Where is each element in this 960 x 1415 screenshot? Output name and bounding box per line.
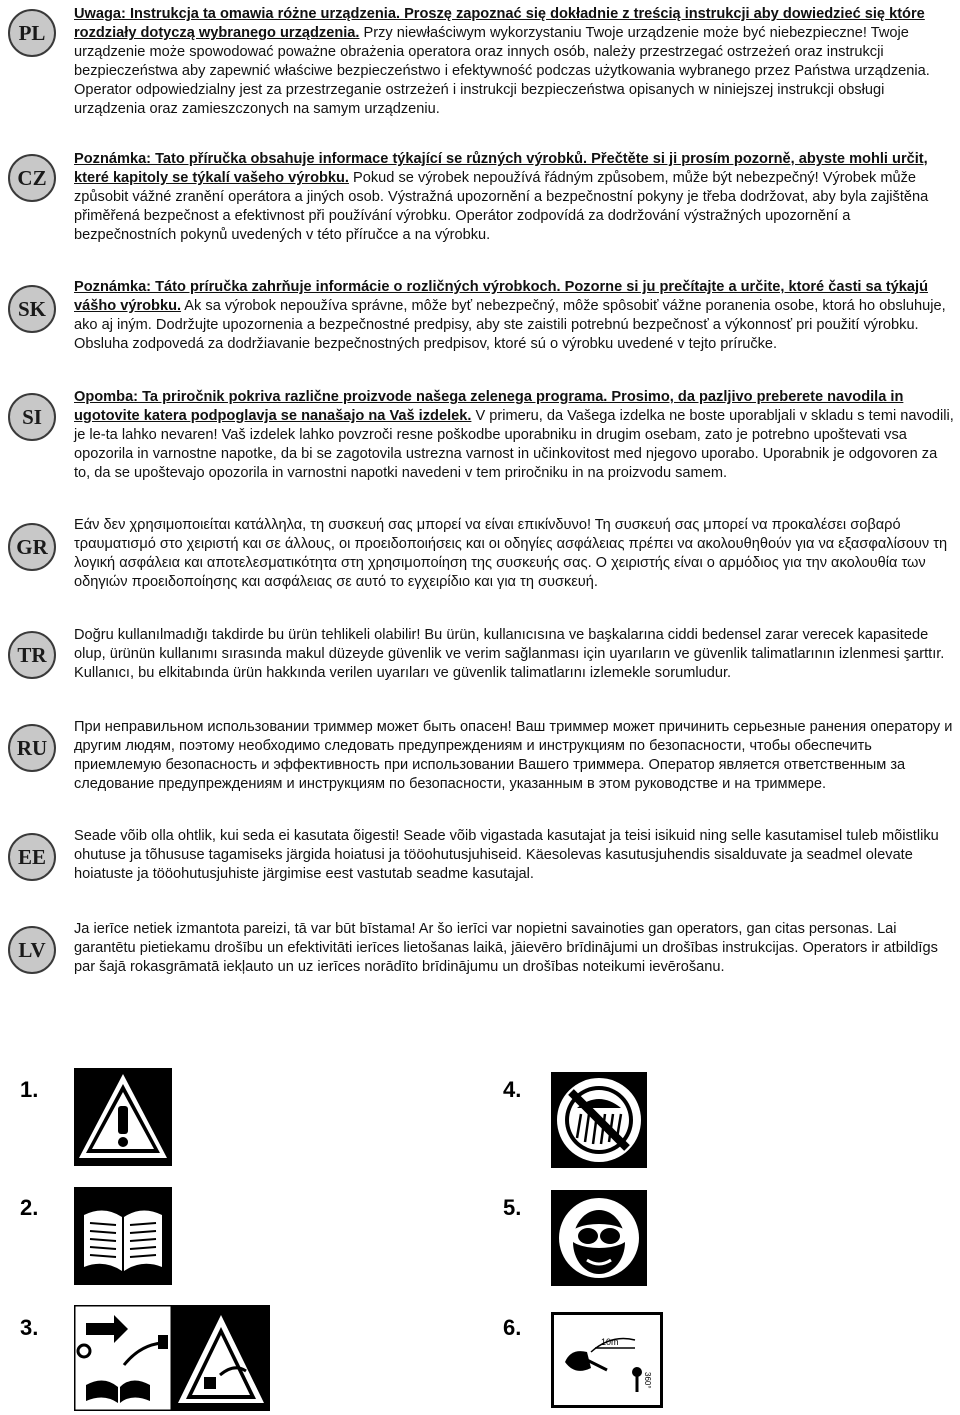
angle-label: 360° — [643, 1372, 652, 1389]
paragraph-lv: Ja ierīce netiek izmantota pareizi, tā var būt bīstama! Ar šo ierīci var nopietni savainoties gan operators, gan citas personas. Lai garantētu pietiekamu drošību un efektivitāti ierīces lietošanas laikā, jāievēro brīdinājumi un drošības instrukcijas. Operators ir atbildīgs par šajā rokasgrāmatā iekļauto un uz ierīces norādīto brīdinājumu un drošības noteikumi ievērošanu. — [74, 921, 938, 975]
language-badge-ee: EE — [8, 833, 56, 881]
disconnect-spark-plug-icon — [74, 1305, 270, 1411]
symbol-number-4: 4. — [503, 1077, 522, 1102]
language-badge-lv: LV — [8, 926, 56, 974]
paragraph-cz-body: Pokud se výrobek nepoužívá řádným způsobem, může být nebezpečný! Výrobek může způsobit vážné zranění operátora a jiných osob. Výstražná upozornění a bezpečnostní pokyny je třeba dodržovat, aby byla zajištěna přiměřená bezpečnost a efektivnost při používání výrobku. Operátor zodpovídá za dodržování výstražných upozornění a bezpečnostních pokynů uvedených v této příručce a na výrobku. — [74, 170, 929, 243]
no-rain-icon — [551, 1072, 647, 1168]
language-badge-gr: GR — [8, 523, 56, 571]
symbol-number-6: 6. — [503, 1315, 522, 1340]
thrown-objects-distance-icon — [551, 1312, 663, 1408]
symbol-number-3: 3. — [20, 1315, 39, 1340]
warning-triangle-icon — [74, 1068, 172, 1166]
language-badge-si: SI — [8, 393, 56, 441]
paragraph-si-body: V primeru, da Vašega izdelka ne boste uporabljali v skladu s temi navodili, je le-ta lahko nevaren! Vaš izdelek lahko povzroči resne poškodbe uporabniku in drugim osebam, zato je potrebno upoštevati vsa opozorila in varnostne napotke, da bi se zagotovila ustrezna varnost in učinkovitost med njegovo uporabo. Uporabnik je odgovoren za to, da se upoštevajo opozorila in varnostni napotki navedeni v tem priročniku in na proizvodu samem. — [74, 408, 954, 481]
paragraph-ru: При неправильном использовании триммер может быть опасен! Ваш триммер может причинить серьезные ранения оператору и другим людям, поэтому необходимо следовать предупреждениям и инструкциям по безопасности, чтобы обеспечить приемлемую безопасность и эффективность при использовании Вашего триммера. Оператор является ответственным за следование предупреждениям и инструкциям по безопасности, указанным в этом руководстве и на триммере. — [74, 719, 953, 792]
paragraph-si — [74, 388, 954, 483]
paragraph-sk-body: Ak sa výrobok nepoužíva správne, môže byť nebezpečný, môže spôsobiť vážne poranenia osobe, ktorá ho obsluhuje, ako aj iným. Dodržujte upozornenia a bezpečnostné predpisy, aby ste zaistili potrebnú bezpečnosť a výkonnosť pri použití výrobku. Obsluha zodpovedá za dodržiavanie bezpečnostných predpisov, ktoré sú o výrobku uvedené v tejto príručke. — [74, 298, 946, 352]
paragraph-cz — [74, 150, 954, 245]
paragraph-cz-heading: Poznámka: Tato příručka obsahuje informace týkající se různých výrobků. Přečtěte si ji prosím pozorně, abyste mohli určit, které kapitoly se týkalí vašeho výrobku. — [74, 151, 928, 186]
symbol-number-1: 1. — [20, 1077, 39, 1102]
paragraph-sk-heading: Poznámka: Táto príručka zahrňuje informácie o rozličných výrobkoch. Pozorne si ju prečítajte a určite, ktoré časti sa týkajú vášho výrobku. — [74, 279, 928, 314]
paragraph-tr: Doğru kullanılmadığı takdirde bu ürün tehlikeli olabilir! Bu ürün, kullanıcısına ve başkalarına ciddi bedensel zarar verecek kapasitede olup, ürünün kullanımı sırasında makul düzeyde güvenlik ve verim sağlanması için uyarıların ve güvenlik talimatlarının izlenmesi şarttır. Kullanıcı, bu elkitabında ürün hakkında verilen uyarıları ve güvenlik talimatlarını izlemekle sorumludur. — [74, 627, 945, 681]
paragraph-ee: Seade võib olla ohtlik, kui seda ei kasutata õigesti! Seade võib vigastada kasutajat ja teisi isikuid ning selle kasutamisel tuleb mõistliku ohutuse ja tõhususe tagamiseks järgida hoiatusi ja tööohutusjuhiseid. Käesolevas kasutusjuhendis sisalduvate ja seadmel olevate hoiatuste ja tööohutusjuhiste järgimise eest vastutab seadme kasutajal. — [74, 828, 939, 882]
paragraph-pl-heading: Uwaga: Instrukcja ta omawia różne urządzenia. Proszę zapoznać się dokładnie z treścią instrukcji aby dowiedzieć się które rozdziały dotyczą wybranego urządzenia. — [74, 6, 925, 41]
symbol-number-2: 2. — [20, 1195, 39, 1220]
language-badge-tr: TR — [8, 631, 56, 679]
paragraph-pl — [74, 5, 954, 119]
paragraph-gr: Εάν δεν χρησιμοποιείται κατάλληλα, τη συσκευή σας μπορεί να είναι επικίνδυνο! Τη συσκευή σας μπορεί να προκαλέσει σοβαρό τραυματισμό στο χειριστή και σε άλλους, οι προειδοποιήσεις και οι οδηγίες ασφάλειας πρέπει να ακολουθηθούν για να εξασφαλίσουν τη λογική ασφάλεια και αποτελεσματικότητα στη χρησιμοποίηση της συσκευής σας. Ο χειριστής είναι ο αρμόδιος για την ακολουθία των οδηγιών προειδοποίησης και ασφάλειας σε αυτό το εγχειρίδιο και για τη συσκευή. — [74, 517, 948, 590]
distance-label: 10m — [601, 1337, 619, 1347]
paragraph-sk — [74, 278, 954, 354]
language-badge-pl: PL — [8, 9, 56, 57]
language-badge-sk: SK — [8, 285, 56, 333]
eye-protection-icon — [551, 1190, 647, 1286]
read-manual-icon — [74, 1187, 172, 1285]
paragraph-pl-body: Przy niewłaściwym wykorzystaniu Twoje urządzenie może być niebezpieczne! Twoje urządzenie może spowodować poważne obrażenia operatora oraz innych osób, należy przestrzegać ostrzeżeń oraz instrukcji bezpieczeństwa aby zapewnić właściwe bezpieczeństwo i efektywność podczas użytkowania wybranego przez Państwa urządzenia. Operator odpowiedzialny jest za przestrzeganie ostrzeżeń i instrukcji bezpieczeństwa opisanych w niniejszej instrukcji obsługi urządzenia oraz zamieszczonych na samym urządzeniu. — [74, 25, 930, 117]
paragraph-si-heading: Opomba: Ta priročnik pokriva različne proizvode našega zelenega programa. Prosimo, da pazljivo preberete navodila in ugotovite katera podpoglavja se nanašajo na Vaš izdelek. — [74, 389, 904, 424]
language-badge-ru: RU — [8, 724, 56, 772]
language-badge-cz: CZ — [8, 154, 56, 202]
symbol-number-5: 5. — [503, 1195, 522, 1220]
